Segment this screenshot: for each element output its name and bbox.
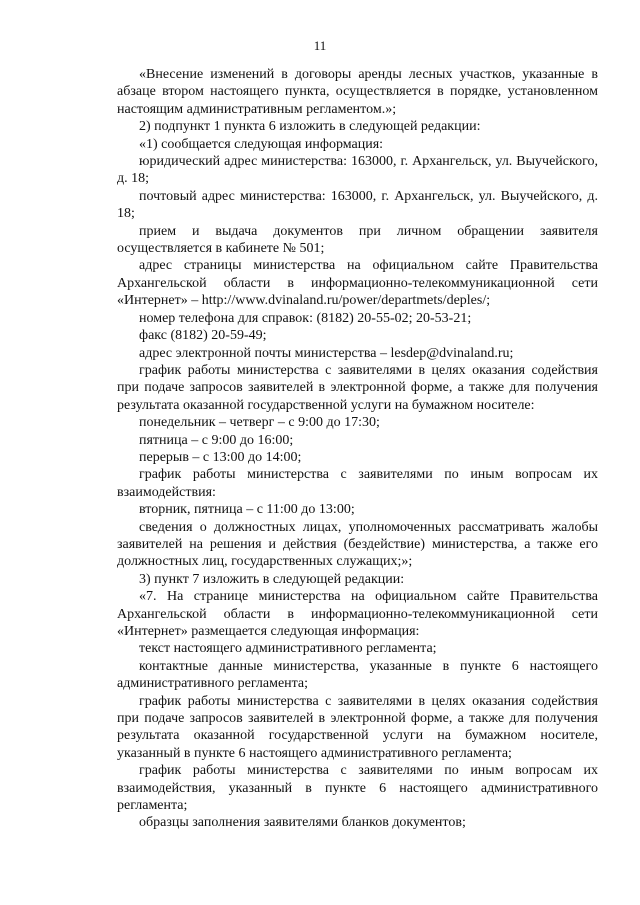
- paragraph: прием и выдача документов при личном обращении заявителя осуществляется в кабинете № 501;: [117, 223, 598, 257]
- paragraph: образцы заполнения заявителями бланков документов;: [139, 815, 466, 831]
- paragraph: номер телефона для справок: (8182) 20-55-02; 20-53-21;: [139, 310, 472, 326]
- paragraph: 3) пункт 7 изложить в следующей редакции:: [139, 571, 405, 587]
- paragraph: график работы министерства с заявителями в целях оказания содействия при подаче запросов заявителей в электронной форме, а также для получения результата оказанной государственной услуги на бумажном носителе:: [117, 362, 598, 413]
- paragraph: график работы министерства с заявителями в целях оказания содействия при подаче запросов заявителей в электронной форме, а также для получения результата оказанной государственной услуги на бумажном носителе, указанный в пункте 6 настоящего административного регламента;: [117, 693, 598, 761]
- paragraph: понедельник – четверг – с 9:00 до 17:30;: [139, 415, 380, 431]
- paragraph: контактные данные министерства, указанные в пункте 6 настоящего административного регламента;: [117, 658, 598, 692]
- paragraph: 2) подпункт 1 пункта 6 изложить в следующей редакции:: [139, 119, 481, 135]
- document-body: [117, 66, 598, 832]
- page-number: 11: [313, 38, 327, 53]
- paragraph: сведения о должностных лицах, уполномоченных рассматривать жалобы заявителей на решения и действия (бездействие) министерства, а также его должностных лиц, государственных служащих;»;: [117, 519, 598, 570]
- paragraph: пятница – с 9:00 до 16:00;: [139, 432, 294, 448]
- paragraph: текст настоящего административного регламента;: [139, 641, 437, 657]
- paragraph: график работы министерства с заявителями по иным вопросам их взаимодействия, указанный в пункте 6 настоящего административного регламента;: [117, 763, 598, 814]
- paragraph: «7. На странице министерства на официальном сайте Правительства Архангельской области в информационно-телекоммуникационной сети «Интернет» размещается следующая информация:: [117, 589, 598, 639]
- paragraph: «1) сообщается следующая информация:: [139, 136, 384, 152]
- paragraph: вторник, пятница – с 11:00 до 13:00;: [139, 502, 355, 518]
- paragraph: факс (8182) 20-59-49;: [139, 328, 267, 344]
- paragraph: «Внесение изменений в договоры аренды лесных участков, указанные в абзаце втором настоящего пункта, осуществляется в порядке, установленном настоящим административным регламентом.»;: [117, 67, 598, 117]
- paragraph: перерыв – с 13:00 до 14:00;: [139, 449, 302, 465]
- paragraph: график работы министерства с заявителями по иным вопросам их взаимодействия:: [117, 467, 598, 500]
- paragraph: адрес электронной почты министерства – lesdep@dvinaland.ru;: [139, 345, 514, 361]
- paragraph: юридический адрес министерства: 163000, г. Архангельск, ул. Выучейского, д. 18;: [117, 154, 598, 187]
- paragraph: почтовый адрес министерства: 163000, г. Архангельск, ул. Выучейского, д. 18;: [117, 188, 598, 222]
- paragraph: адрес страницы министерства на официальном сайте Правительства Архангельской области в информационно-телекоммуникационной сети «Интернет» – http://www.dvinaland.ru/power/departmets/deples/;: [117, 258, 598, 309]
